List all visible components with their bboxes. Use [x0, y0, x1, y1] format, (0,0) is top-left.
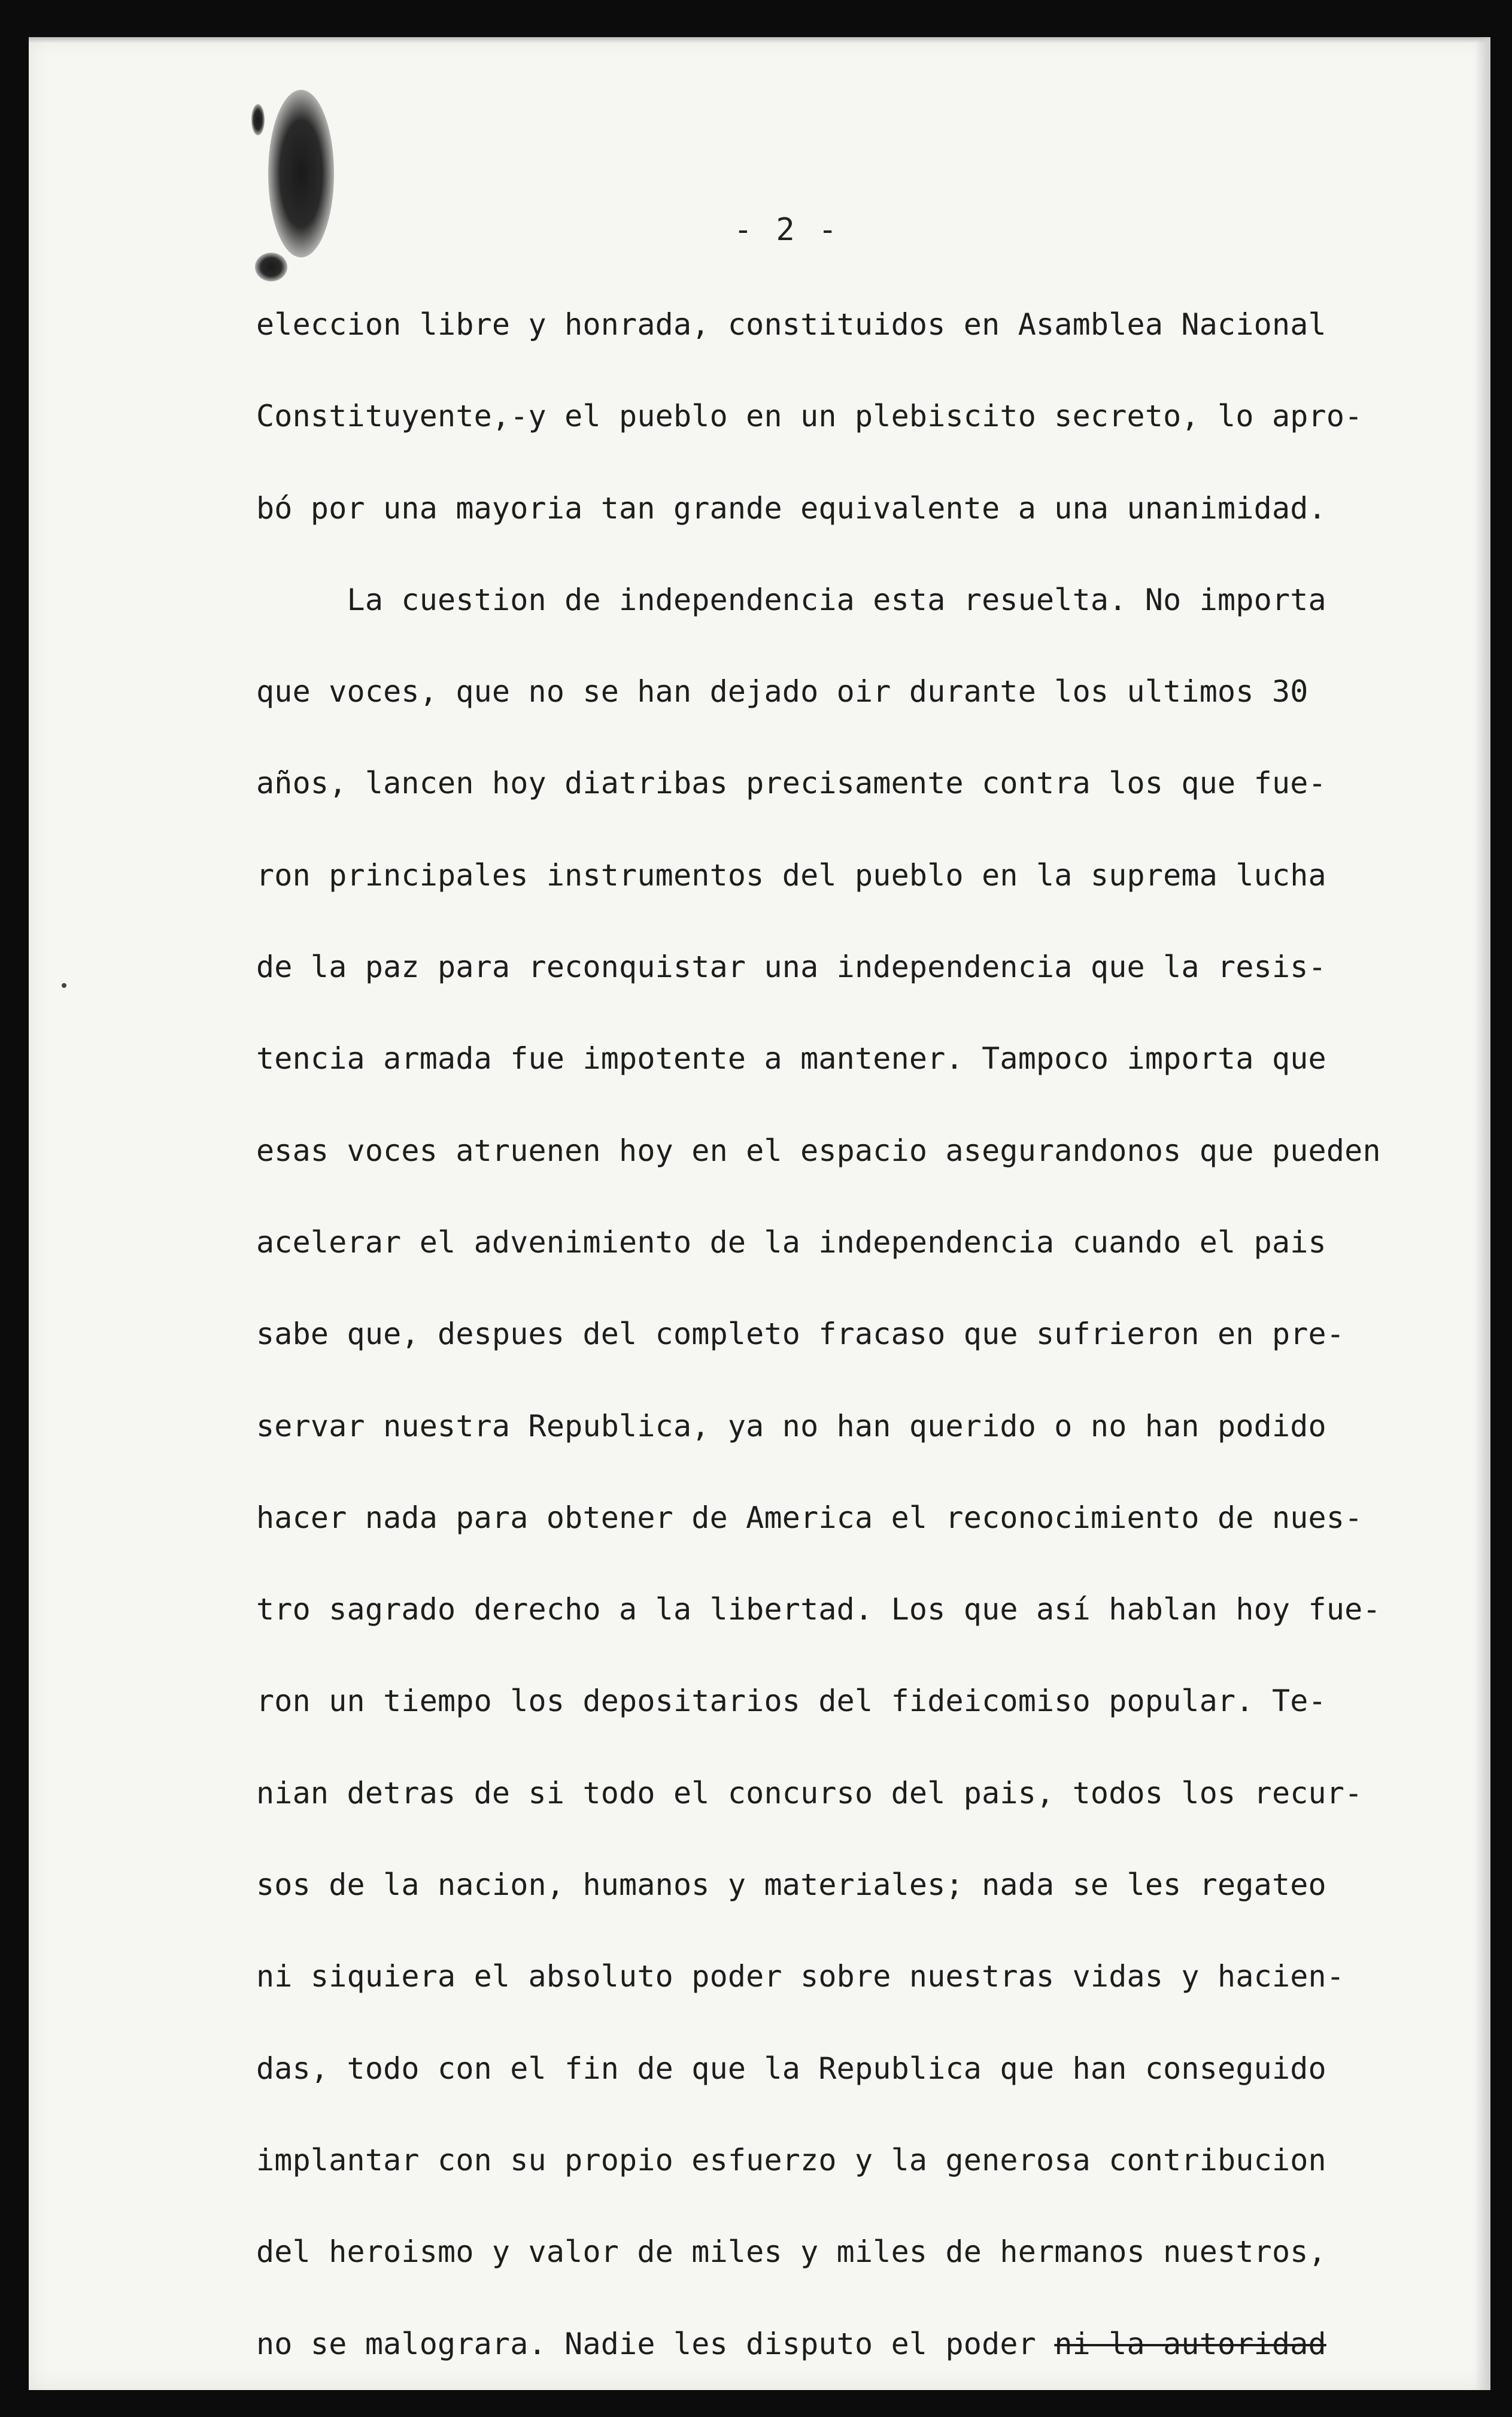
page-right-edge: [1475, 37, 1490, 2390]
text-line: nian detras de si todo el concurso del pais, todos los recur-: [256, 1775, 1363, 1811]
text-line: ron principales instrumentos del pueblo en la suprema lucha: [256, 857, 1326, 893]
document-page: [29, 37, 1490, 2390]
text-line: sos de la nacion, humanos y materiales; nada se les regateo: [256, 1867, 1326, 1903]
text-line-last: [256, 2320, 1429, 2412]
text-line: eleccion libre y honrada, constituidos en Asamblea Nacional: [256, 307, 1326, 342]
text-line: implantar con su propio esfuerzo y la generosa contribucion: [256, 2142, 1326, 2178]
text-line: sabe que, despues del completo fracaso que sufrieron en pre-: [256, 1317, 1345, 1352]
ink-blot-dot: [255, 253, 287, 281]
text-line: Constituyente,-y el pueblo en un plebiscito secreto, lo apro-: [256, 399, 1363, 434]
struck-text: ni la autoridad: [1054, 2326, 1326, 2361]
text-line: tencia armada fue impotente a mantener. Tampoco importa que: [256, 1041, 1326, 1076]
text-line: esas voces atruenen hoy en el espacio asegurandonos que pueden: [256, 1133, 1381, 1168]
document-body: [256, 301, 1429, 2412]
text-line: del heroismo y valor de miles y miles de hermanos nuestros,: [256, 2234, 1326, 2270]
text-line: das, todo con el fin de que la Republica que han conseguido: [256, 2051, 1326, 2086]
text-line: bó por una mayoria tan grande equivalente a una unanimidad.: [256, 490, 1326, 526]
text-line: servar nuestra Republica, ya no han querido o no han podido: [256, 1408, 1326, 1443]
text-line: ni siquiera el absoluto poder sobre nuestras vidas y hacien-: [256, 1959, 1345, 1994]
text-line: tro sagrado derecho a la libertad. Los que así hablan hoy fue-: [256, 1592, 1381, 1627]
page-top-edge: [29, 37, 1490, 43]
text-line: La cuestion de independencia esta resuelta. No importa: [256, 582, 1326, 617]
text-line: acelerar el advenimiento de la independencia cuando el pais: [256, 1224, 1326, 1260]
text-line: de la paz para reconquistar una independencia que la resis-: [256, 950, 1326, 985]
ink-blot-small: [251, 104, 265, 135]
text-line-last-start: no se malograra. Nadie les disputo el poder: [256, 2326, 1055, 2361]
page-number: - 2 -: [733, 212, 840, 248]
text-line: ron un tiempo los depositarios del fideicomiso popular. Te-: [256, 1684, 1326, 1719]
text-line: que voces, que no se han dejado oir durante los ultimos 30: [256, 674, 1308, 709]
stray-dot-mark: [62, 983, 66, 988]
text-line: años, lancen hoy diatribas precisamente contra los que fue-: [256, 766, 1326, 801]
text-line: hacer nada para obtener de America el reconocimiento de nues-: [256, 1500, 1363, 1535]
